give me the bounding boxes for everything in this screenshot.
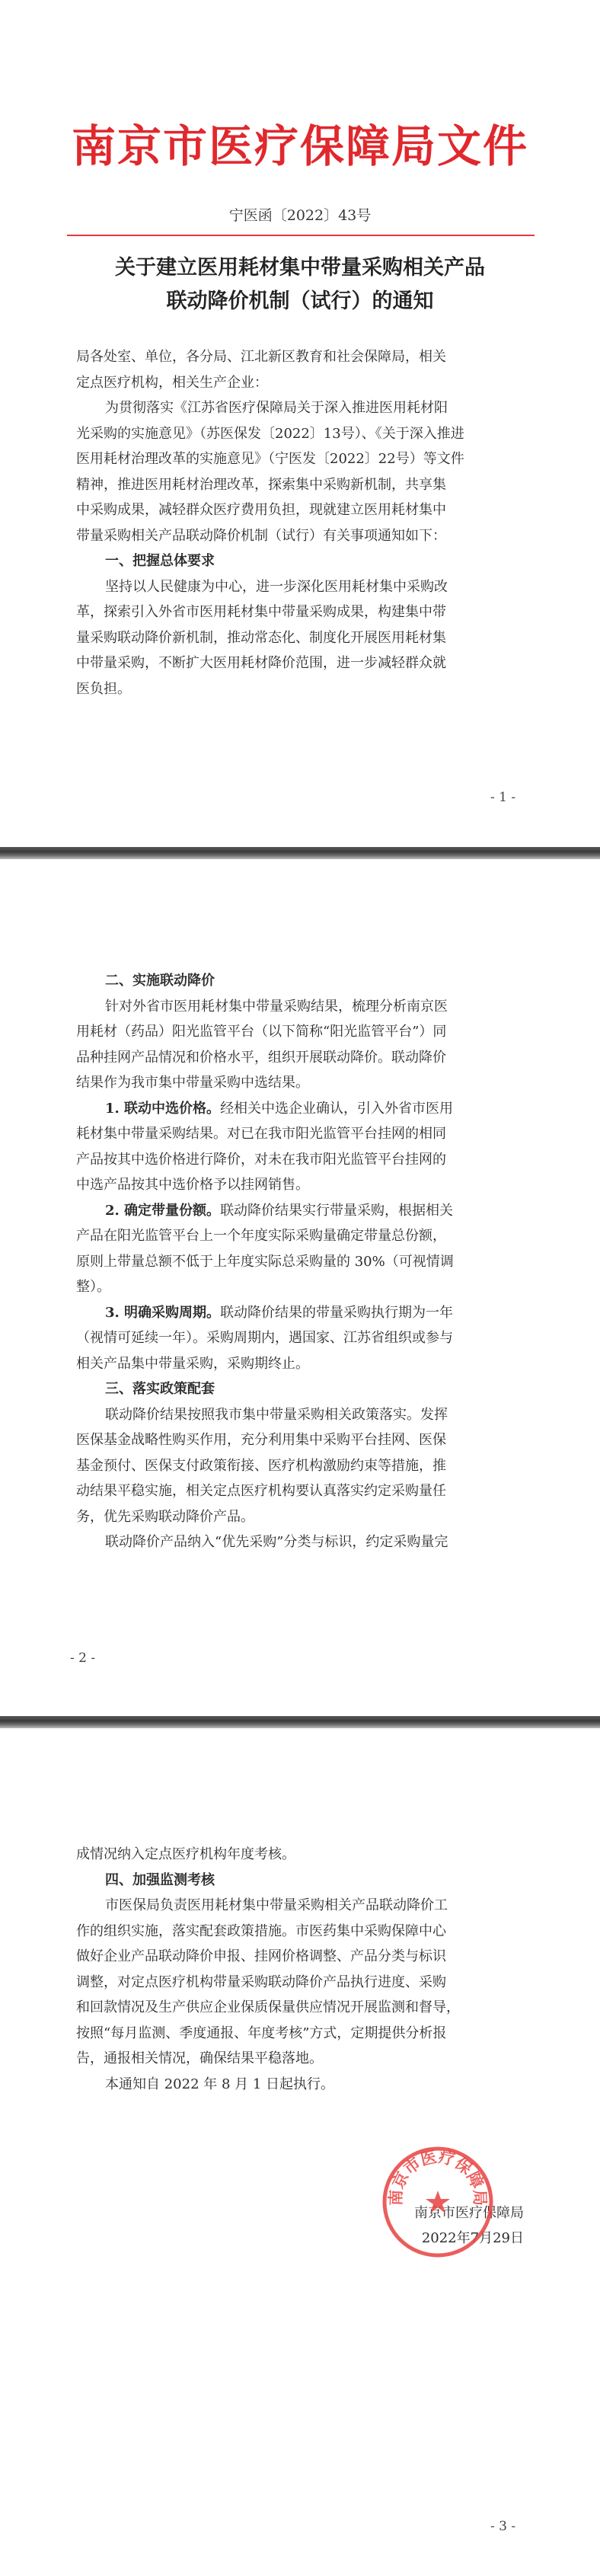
line-text: 中采购成果，减轻群众医疗费用负担，现就建立医用耗材集中 [76,502,446,518]
body-line [76,1249,533,1275]
body-line [76,1427,533,1453]
line-text: （视情可延续一年）。采购周期内，遇国家、江苏省组织或参与 [76,1330,453,1346]
line-text: 坚持以人民健康为中心，进一步深化医用耗材集中采购改 [105,578,448,595]
line-text: 针对外省市医用耗材集中带量采购结果，梳理分析南京医 [105,998,448,1015]
body-line [76,1096,533,1122]
line-text: 经相关中选企业确认，引入外省市医用 [220,1100,454,1117]
line-text: 成情况纳入定点医疗机构年度考核。 [76,1846,295,1862]
body-line [76,1893,533,1919]
official-seal-stamp [381,2145,495,2259]
svg-text:南京市医疗保障局: 南京市医疗保障局 [385,2146,490,2207]
line-text: 产品在阳光监管平台上一个年度实际采购量确定带量总份额， [76,1228,446,1244]
line-text: 作的组织实施，落实配套政策措施。市医药集中采购保障中心 [76,1922,446,1939]
body-line [76,1019,533,1045]
line-text: 革，探索引入外省市医用耗材集中带量采购成果，构建集中带 [76,604,446,620]
document-header-title: 南京市医疗保障局文件 [71,120,528,172]
body-line [76,497,533,523]
body-line [76,446,533,472]
page-divider [0,1716,600,1728]
document-page-2 [0,859,600,1716]
body-line [76,676,533,702]
line-text: 基金预付、医保支付政策衔接、医疗机构激励约束等措施，推 [76,1457,446,1474]
line-text: 告，通报相关情况，确保结果平稳落地。 [76,2050,323,2066]
line-text: 量采购联动降价新机制，推动常态化、制度化开展医用耗材集 [76,629,446,646]
line-text: 联动降价产品纳入“优先采购”分类与标识，约定采购量完 [105,1534,448,1550]
page-number: - 3 - [490,2519,516,2534]
line-text: 精神，推进医用耗材治理改革，探索集中采购新机制，共享集 [76,476,446,493]
body-line [76,344,533,370]
line-text: 调整，对定点医疗机构带量采购联动降价产品执行进度、采购 [76,1974,446,1990]
body-line [76,1944,533,1970]
line-text: 产品按其中选价格进行降价，对未在我市阳光监管平台挂网的 [76,1151,446,1168]
body-line [76,395,533,421]
section-heading [76,1868,533,1894]
line-text: 一、把握总体要求 [105,553,215,569]
line-text: 务，优先采购联动降价产品。 [76,1508,254,1525]
line-text: 联动降价结果实行带量采购，根据相关 [220,1202,454,1219]
document-page-1 [0,0,600,847]
body-line [76,1121,533,1147]
line-text: 定点医疗机构，相关生产企业： [76,374,268,391]
notice-title-line: 联动降价机制（试行）的通知 [166,289,434,313]
page1-body-text [76,344,533,702]
body-line [76,1172,533,1198]
line-text: 三、落实政策配套 [105,1381,215,1397]
body-line [76,1995,533,2021]
body-line [76,994,533,1020]
line-text: 中选产品按其中选价格予以挂网销售。 [76,1177,309,1193]
body-line [76,370,533,396]
line-text: 联动降价结果按照我市集中带量采购相关政策落实。发挥 [105,1406,448,1423]
line-text: 相关产品集中带量采购，采购期终止。 [76,1355,309,1372]
line-text: 带量采购相关产品联动降价机制（试行）有关事项通知如下： [76,527,446,544]
body-line [76,1070,533,1096]
body-line [76,1919,533,1945]
line-text: 联动降价结果的带量采购执行期为一年 [220,1304,454,1321]
body-line [76,1325,533,1351]
body-line [76,523,533,549]
body-line [76,1402,533,1428]
line-text: 原则上带量总额不低于上年度实际总采购量的 30%（可视情调 [76,1253,454,1270]
page-divider [0,847,600,859]
line-text: 整）。 [76,1279,110,1295]
line-text: 本通知自 2022 年 8 月 1 日起执行。 [105,2076,335,2092]
body-line [76,1274,533,1300]
page2-body-text [76,968,533,1555]
red-separator-line [67,235,535,236]
item-lead: 3. 明确采购周期。 [105,1304,221,1321]
line-text: 市医保局负责医用耗材集中带量采购相关产品联动降价工 [105,1897,448,1913]
body-line [76,1223,533,1249]
body-line [76,574,533,600]
line-text: 为贯彻落实《江苏省医疗保障局关于深入推进医用耗材阳 [105,400,448,416]
body-line [76,1504,533,1530]
notice-title-line: 关于建立医用耗材集中带量采购相关产品 [115,256,485,280]
line-text: 局各处室、单位，各分局、江北新区教育和社会保障局，相关 [76,349,446,365]
body-line [76,1970,533,1996]
line-text: 中带量采购，不断扩大医用耗材降价范围，进一步减轻群众就 [76,655,446,671]
body-line [76,625,533,651]
body-line [76,2021,533,2047]
item-lead: 2. 确定带量份额。 [105,1202,221,1219]
line-text: 医保基金战略性购买作用，充分利用集中采购平台挂网、医保 [76,1432,446,1448]
body-line [76,1045,533,1071]
section-heading [76,968,533,994]
line-text: 四、加强监测考核 [105,1871,215,1888]
body-line [76,2046,533,2072]
item-lead: 1. 联动中选价格。 [105,1100,221,1117]
notice-title [0,251,600,318]
body-line [76,1478,533,1504]
document-page-3 [0,1728,600,2576]
section-heading [76,548,533,574]
body-line [76,650,533,676]
body-line [76,1842,533,1868]
body-line [76,2072,533,2098]
body-line [76,1453,533,1479]
body-line [76,1529,533,1555]
line-text: 按照“每月监测、季度通报、年度考核”方式，定期提供分析报 [76,2025,447,2041]
body-line [76,1198,533,1224]
body-line [76,1147,533,1173]
line-text: 二、实施联动降价 [105,973,215,989]
body-line [76,1351,533,1377]
line-text: 医负担。 [76,680,131,697]
page-number: - 1 - [490,790,516,805]
page3-body-text [76,1842,533,2097]
line-text: 做好企业产品联动降价申报、挂网价格调整、产品分类与标识 [76,1948,446,1964]
line-text: 品种挂网产品情况和价格水平，组织开展联动降价。联动降价 [76,1049,446,1066]
line-text: 和回款情况及生产供应企业保质保量供应情况开展监测和督导， [76,1999,460,2015]
body-line [76,421,533,447]
line-text: 医用耗材治理改革的实施意见》（宁医发〔2022〕22号）等文件 [76,451,464,467]
body-line [76,472,533,498]
signature-date: 2022年7月29日 [421,2230,524,2246]
section-heading [76,1376,533,1402]
body-line [76,599,533,625]
line-text: 用耗材（药品）阳光监管平台（以下简称“阳光监管平台”）同 [76,1024,447,1040]
line-text: 光采购的实施意见》（苏医保发〔2022〕13号）、《关于深入推进 [76,425,464,442]
line-text: 结果作为我市集中带量采购中选结果。 [76,1075,309,1091]
body-line [76,1300,533,1326]
page-number: - 2 - [70,1651,96,1666]
signature-org: 南京市医疗保障局 [414,2205,524,2221]
line-text: 动结果平稳实施，相关定点医疗机构要认真落实约定采购量任 [76,1483,446,1499]
document-number: 宁医函〔2022〕43号 [228,207,372,224]
line-text: 耗材集中带量采购结果。对已在我市阳光监管平台挂网的相同 [76,1126,446,1142]
